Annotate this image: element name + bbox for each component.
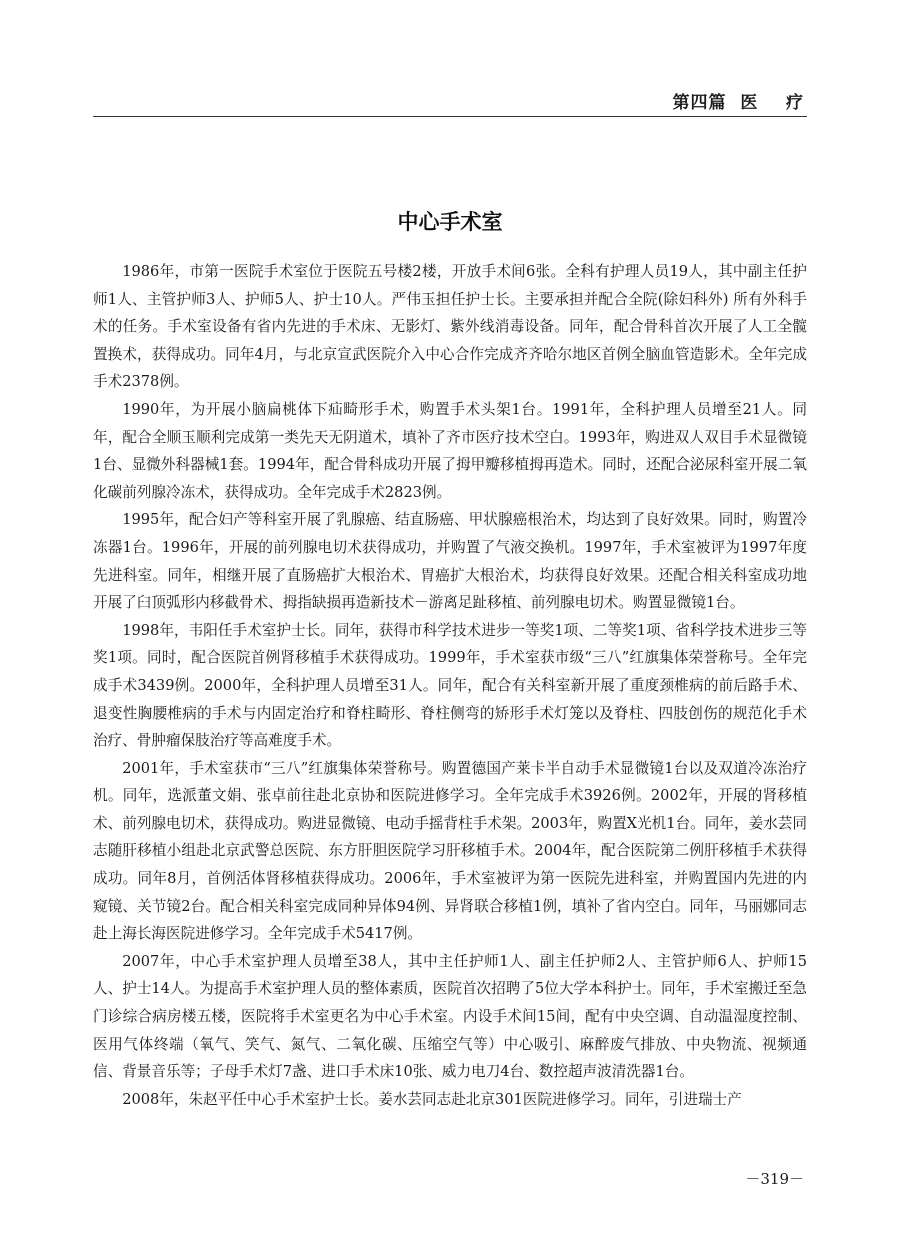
paragraph-2008: 2008年，朱赵平任中心手术室护士长。姜水芸同志赴北京301医院进修学习。同年，引进瑞士产 bbox=[122, 1090, 742, 1108]
paragraph-2007: 2007年，中心手术室护理人员增至38人，其中主任护师1人、副主任护师2人、主管护师6人、护师15人、护士14人。为提高手术室护理人员的整体素质，医院首次招聘了5位大学本科护士。同年，手术室搬迁至急门诊综合病房楼五楼，医院将手术室更名为中心手术室。内设手术间15间，配有中央空调、自动温湿度控制、医用气体终端（氧气、笑气、氮气、二氧化碳、压缩空气等）中心吸引、麻醉废气排放、中央物流、视频通信、背景音乐等；子母手术灯7盏、进口手术床10张、威力电刀4台、数控超声波清洗器1台。 bbox=[93, 952, 807, 1081]
paragraph-1986: 1986年，市第一医院手术室位于医院五号楼2楼，开放手术间6张。全科有护理人员19人，其中副主任护师1人、主管护师3人、护师5人、护士10人。严伟玉担任护士长。主要承担并配合全院(除妇科外) 所有外科手术的任务。手术室设备有省内先进的手术床、无影灯、紫外线消毒设备。同年，配合骨科首次开展了人工全髋置换术，获得成功。同年4月，与北京宣武医院介入中心合作完成齐齐哈尔地区首例全脑血管造影术。全年完成手术2378例。 bbox=[93, 263, 807, 391]
paragraph-2001: 2001年，手术室获市“三八”红旗集体荣誉称号。购置德国产莱卡半自动手术显微镜1台以及双道冷冻治疗机。同年，选派董文娟、张卓前往赴北京协和医院进修学习。全年完成手术3926例。2002年，开展的肾移植术、前列腺电切术，获得成功。购进显微镜、电动手摇背柱手术架。2003年，购置X光机1台。同年，姜水芸同志随肝移植小组赴北京武警总医院、东方肝胆医院学习肝移植手术。2004年，配合医院第二例肝移植手术获得成功。同年8月，首例活体肾移植获得成功。2006年，手术室被评为第一医院先进科室，并购置国内先进的内窥镜、关节镜2台。配合相关科室完成同种异体94例、异肾联合移植1例，填补了省内空白。同年，马丽娜同志赴上海长海医院进修学习。全年完成手术5417例。 bbox=[93, 759, 807, 943]
section-header: 第四篇 医 疗 bbox=[672, 93, 804, 113]
paragraph-1995: 1995年，配合妇产等科室开展了乳腺癌、结直肠癌、甲状腺癌根治术，均达到了良好效果。同时，购置冷冻器1台。1996年，开展的前列腺电切术获得成功，并购置了气液交换机。1997年，手术室被评为1997年度先进科室。同年，相继开展了直肠癌扩大根治术、胃癌扩大根治术，均获得良好效果。还配合相关科室成功地开展了臼顶弧形内移截骨术、拇指缺损再造新技术－游离足趾移植、前列腺电切术。购置显微镜1台。 bbox=[93, 511, 807, 612]
body-text bbox=[93, 258, 807, 1113]
page-number: －319－ bbox=[745, 1170, 804, 1188]
page-title: 中心手术室 bbox=[397, 210, 503, 235]
header-divider bbox=[93, 116, 807, 117]
paragraph-1998: 1998年，韦阳任手术室护士长。同年，获得市科学技术进步一等奖1项、二等奖1项、省科学技术进步三等奖1项。同时，配合医院首例肾移植手术获得成功。1999年，手术室获市级“三八”红旗集体荣誉称号。全年完成手术3439例。2000年，全科护理人员增至31人。同年，配合有关科室新开展了重度颈椎病的前后路手术、退变性胸腰椎病的手术与内固定治疗和脊柱畸形、脊柱侧弯的矫形手术灯笼以及脊柱、四肢创伤的规范化手术治疗、骨肿瘤保肢治疗等高难度手术。 bbox=[93, 621, 807, 750]
paragraph-1990: 1990年，为开展小脑扁桃体下疝畸形手术，购置手术头架1台。1991年，全科护理人员增至21人。同年，配合全顺玉顺利完成第一类先天无阴道术，填补了齐市医疗技术空白。1993年，购进双人双目手术显微镜1台、显微外科器械1套。1994年，配合骨科成功开展了拇甲瓣移植拇再造术。同时，还配合泌尿科室开展二氧化碳前列腺冷冻术，获得成功。全年完成手术2823例。 bbox=[93, 400, 807, 501]
